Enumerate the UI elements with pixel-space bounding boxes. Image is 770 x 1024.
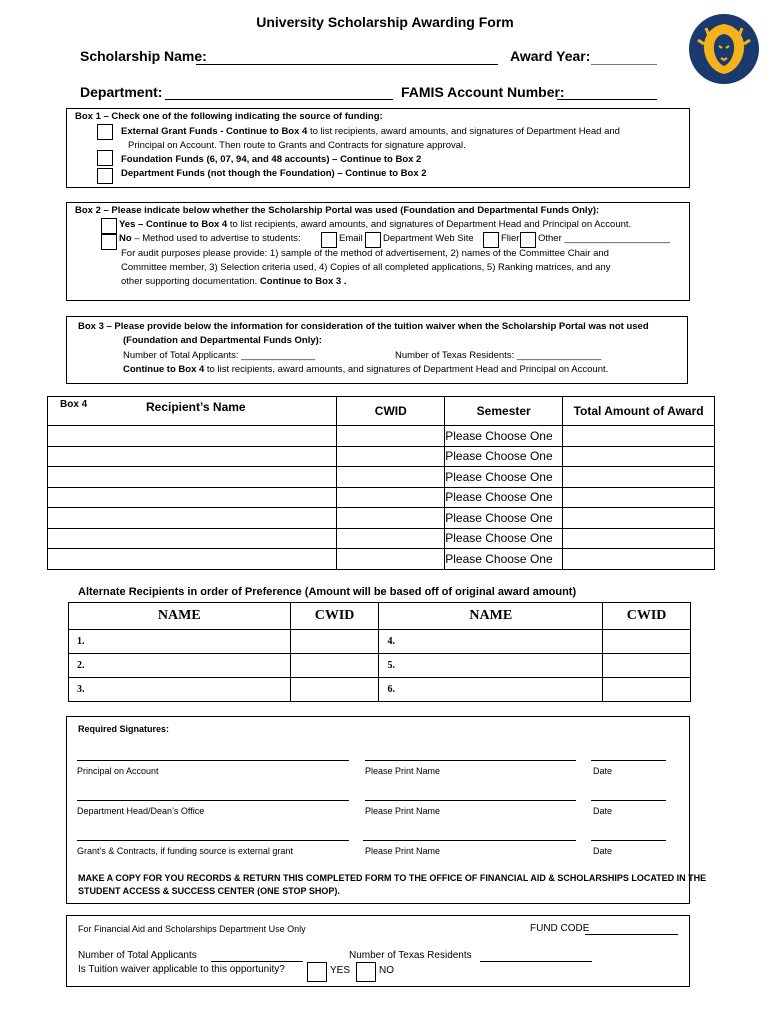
principal-date-line[interactable] — [591, 760, 666, 761]
date-label: Date — [593, 806, 613, 816]
dept-head-signature-line[interactable] — [77, 800, 349, 801]
box1-heading: Box 1 – Check one of the following indicating the source of funding: — [75, 111, 383, 122]
alt-cwid-cell[interactable] — [603, 654, 691, 678]
alt-name-cell[interactable]: 4. — [379, 630, 603, 654]
cwid-cell[interactable] — [337, 426, 445, 447]
return-notice-line-2: STUDENT ACCESS & SUCCESS CENTER (ONE STOP SHOP). — [78, 886, 340, 896]
alt-cwid-cell[interactable] — [603, 678, 691, 702]
portal-yes-checkbox[interactable] — [101, 218, 117, 234]
external-grant-checkbox[interactable] — [97, 124, 113, 140]
alt-name-cell[interactable]: 5. — [379, 654, 603, 678]
recipient-name-cell[interactable] — [48, 549, 337, 570]
alt-cwid-cell[interactable] — [290, 654, 379, 678]
alt-cwid-header-right: CWID — [603, 603, 691, 630]
waiver-no-checkbox[interactable] — [356, 962, 376, 982]
department-funds-checkbox[interactable] — [97, 168, 113, 184]
web-site-checkbox[interactable] — [365, 232, 381, 248]
fund-code-field[interactable] — [585, 934, 678, 935]
table-row — [48, 528, 715, 549]
box3-applicants: Number of Total Applicants: ______________ — [123, 350, 316, 361]
external-grant-line2: Principal on Account. Then route to Grants and Contracts for signature approval. — [128, 140, 466, 151]
lion-icon — [689, 14, 759, 84]
scholarship-name-field[interactable] — [196, 64, 498, 65]
audit-line-3: other supporting documentation. Continue to Box 3 . — [121, 276, 347, 287]
portal-yes-label: Yes – Continue to Box 4 to list recipients, award amounts, and signatures of Department Head and Principal on Account. — [119, 219, 632, 230]
cwid-cell[interactable] — [337, 446, 445, 467]
semester-select[interactable]: Please Choose One — [445, 426, 563, 447]
alternates-table — [68, 602, 691, 702]
flier-label: Flier — [501, 233, 520, 244]
total-award-cell[interactable] — [563, 487, 715, 508]
box3-continue: Continue to Box 4 to list recipients, award amounts, and signatures of Department Head and Principal on Account. — [123, 364, 609, 375]
alt-name-cell[interactable]: 3. — [69, 678, 291, 702]
recipient-name-cell[interactable] — [48, 508, 337, 529]
dept-head-label: Department Head/Dean’s Office — [77, 806, 205, 816]
date-label: Date — [593, 846, 613, 856]
external-grant-label: External Grant Funds - Continue to Box 4 to list recipients, award amounts, and signatures of Department Head and — [121, 126, 620, 137]
print-name-label: Please Print Name — [365, 766, 441, 776]
total-award-cell[interactable] — [563, 508, 715, 529]
semester-select[interactable]: Please Choose One — [445, 508, 563, 529]
semester-select[interactable]: Please Choose One — [445, 549, 563, 570]
other-checkbox[interactable] — [520, 232, 536, 248]
cwid-header: CWID — [337, 397, 445, 426]
audit-line-1: For audit purposes please provide: 1) sample of the method of advertisement, 2) names of the Committee Chair and — [121, 248, 609, 259]
principal-label: Principal on Account — [77, 766, 159, 776]
lion-head-logo — [689, 14, 759, 84]
recipient-name-cell[interactable] — [48, 467, 337, 488]
table-row — [69, 678, 691, 702]
box2-heading: Box 2 – Please indicate below whether the Scholarship Portal was used (Foundation and Departmental Funds Only): — [75, 205, 600, 216]
semester-select[interactable]: Please Choose One — [445, 487, 563, 508]
web-site-label: Department Web Site — [383, 233, 474, 244]
alt-cwid-cell[interactable] — [290, 678, 379, 702]
semester-header: Semester — [445, 397, 563, 426]
principal-signature-line[interactable] — [77, 760, 349, 761]
cwid-cell[interactable] — [337, 528, 445, 549]
recipient-name-cell[interactable] — [48, 528, 337, 549]
famis-label: FAMIS Account Number: — [401, 84, 565, 100]
table-row — [48, 426, 715, 447]
recipients-table — [47, 396, 715, 570]
alt-name-header-right: NAME — [379, 603, 603, 630]
total-award-cell[interactable] — [563, 528, 715, 549]
cwid-cell[interactable] — [337, 467, 445, 488]
total-award-cell[interactable] — [563, 549, 715, 570]
alt-name-cell[interactable]: 6. — [379, 678, 603, 702]
waiver-yes-label: YES — [330, 965, 351, 976]
recipient-name-cell[interactable] — [48, 426, 337, 447]
date-label: Date — [593, 766, 613, 776]
recipient-name-header: Box 4 Recipient’s Name — [48, 397, 337, 426]
form-title: University Scholarship Awarding Form — [256, 14, 514, 30]
department-label: Department: — [80, 84, 163, 100]
famis-field[interactable] — [557, 99, 657, 100]
principal-print-line[interactable] — [365, 760, 576, 761]
box3-heading-2: (Foundation and Departmental Funds Only): — [123, 335, 322, 346]
alternates-header-row — [69, 603, 691, 630]
office-use-heading: For Financial Aid and Scholarships Department Use Only — [78, 924, 306, 934]
table-row — [48, 549, 715, 570]
foundation-funds-label: Foundation Funds (6, 07, 94, and 48 accounts) – Continue to Box 2 — [121, 154, 422, 165]
office-applicants-field[interactable] — [211, 961, 303, 962]
scholarship-name-label: Scholarship Name: — [80, 48, 207, 64]
table-row — [69, 630, 691, 654]
table-row — [48, 446, 715, 467]
cwid-cell[interactable] — [337, 487, 445, 508]
department-field[interactable] — [165, 99, 393, 100]
total-award-cell[interactable] — [563, 446, 715, 467]
alt-cwid-header-left: CWID — [290, 603, 379, 630]
dept-head-date-line[interactable] — [591, 800, 666, 801]
email-checkbox[interactable] — [321, 232, 337, 248]
office-residents-field[interactable] — [480, 961, 592, 962]
alt-name-cell[interactable]: 1. — [69, 630, 291, 654]
waiver-yes-checkbox[interactable] — [307, 962, 327, 982]
table-row — [48, 508, 715, 529]
other-label: Other ____________________ — [538, 233, 671, 244]
alt-cwid-cell[interactable] — [603, 630, 691, 654]
grants-print-line[interactable] — [363, 840, 576, 841]
table-row — [48, 487, 715, 508]
grants-date-line[interactable] — [591, 840, 666, 841]
office-applicants-label: Number of Total Applicants — [78, 950, 197, 961]
recipient-name-cell[interactable] — [48, 446, 337, 467]
box4-label: Box 4 — [60, 399, 88, 410]
foundation-funds-checkbox[interactable] — [97, 150, 113, 166]
table-row — [48, 467, 715, 488]
dept-head-print-line[interactable] — [365, 800, 576, 801]
print-name-label: Please Print Name — [365, 846, 441, 856]
fund-code-label: FUND CODE — [530, 923, 590, 934]
alternates-heading: Alternate Recipients in order of Preference (Amount will be based off of original award amount) — [78, 586, 577, 598]
recipients-header-row — [48, 397, 715, 426]
signatures-heading: Required Signatures: — [78, 724, 170, 734]
grants-label: Grant’s & Contracts, if funding source is external grant — [77, 846, 293, 856]
recipient-name-cell[interactable] — [48, 487, 337, 508]
award-year-label: Award Year: — [510, 48, 591, 64]
table-row — [69, 654, 691, 678]
waiver-question: Is Tuition waiver applicable to this opportunity? — [78, 964, 285, 975]
cwid-cell[interactable] — [337, 549, 445, 570]
box3-heading: Box 3 – Please provide below the information for consideration of the tuition waiver when the Scholarship Portal was not used — [78, 321, 649, 332]
alt-cwid-cell[interactable] — [290, 630, 379, 654]
total-award-cell[interactable] — [563, 467, 715, 488]
semester-select[interactable]: Please Choose One — [445, 446, 563, 467]
semester-select[interactable]: Please Choose One — [445, 528, 563, 549]
portal-no-checkbox[interactable] — [101, 234, 117, 250]
box3-residents: Number of Texas Residents: ________________ — [395, 350, 602, 361]
grants-signature-line[interactable] — [77, 840, 349, 841]
department-funds-label: Department Funds (not though the Foundation) – Continue to Box 2 — [121, 168, 427, 179]
return-notice-line-1: MAKE A COPY FOR YOU RECORDS & RETURN THIS COMPLETED FORM TO THE OFFICE OF FINANCIAL AID & SCHOLARSHIPS LOCATED IN THE — [78, 873, 707, 883]
award-year-field[interactable] — [591, 64, 657, 65]
total-award-cell[interactable] — [563, 426, 715, 447]
waiver-no-label: NO — [379, 965, 394, 976]
portal-no-label: No – Method used to advertise to students: — [119, 233, 301, 244]
alt-name-cell[interactable]: 2. — [69, 654, 291, 678]
office-residents-label: Number of Texas Residents — [349, 950, 472, 961]
semester-select[interactable]: Please Choose One — [445, 467, 563, 488]
audit-line-2: Committee member, 3) Selection criteria used, 4) Copies of all completed applications, 5) Ranking matrices, and any — [121, 262, 611, 273]
print-name-label: Please Print Name — [365, 806, 441, 816]
total-award-header: Total Amount of Award — [563, 397, 715, 426]
cwid-cell[interactable] — [337, 508, 445, 529]
email-label: Email — [339, 233, 363, 244]
alt-name-header-left: NAME — [69, 603, 291, 630]
flier-checkbox[interactable] — [483, 232, 499, 248]
